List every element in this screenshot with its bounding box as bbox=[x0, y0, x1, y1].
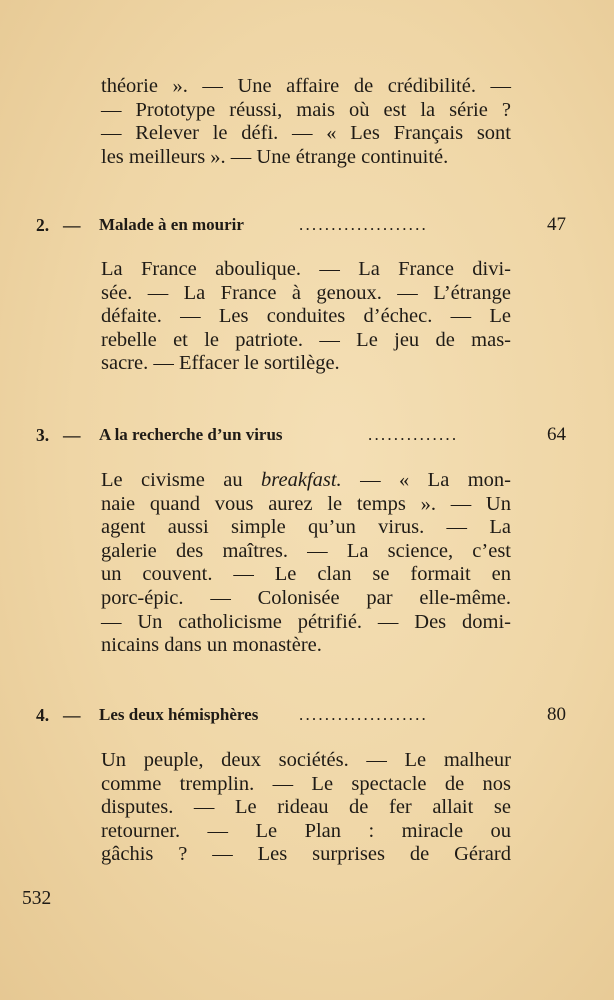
chapter-heading-4 bbox=[36, 703, 566, 727]
chapter-number: 4. bbox=[36, 705, 50, 725]
text-line: Un peuple, deux sociétés. — Le malheur bbox=[101, 749, 511, 771]
chapter-summary-4 bbox=[101, 749, 511, 867]
chapter-dash: — bbox=[63, 215, 81, 235]
text-line: La France aboulique. — La France divi- bbox=[101, 258, 511, 280]
text-line: naie quand vous aurez le temps ». — Un bbox=[101, 492, 511, 515]
chapter-number: 2. bbox=[36, 215, 50, 235]
text-line: — Prototype réussi, mais où est la série ? bbox=[101, 98, 511, 121]
text-line: un couvent. — Le clan se formait en bbox=[101, 563, 511, 586]
text-line bbox=[101, 469, 511, 493]
text-line: défaite. — Les conduites d’échec. — Le bbox=[101, 305, 511, 328]
chapter-heading-3 bbox=[36, 423, 566, 447]
text-fragment: — « La mon- bbox=[341, 469, 511, 491]
chapter-number: 3. bbox=[36, 425, 50, 445]
chapter-dash: — bbox=[63, 425, 81, 445]
page-number: 532 bbox=[22, 888, 52, 909]
text-line: — Un catholicisme pétrifié. — Des domi- bbox=[101, 610, 511, 633]
dot-leader: .................... bbox=[299, 215, 428, 234]
intro-paragraph bbox=[101, 75, 511, 169]
chapter-title: A la recherche d’un virus bbox=[99, 425, 283, 444]
text-line: disputes. — Le rideau de fer allait se bbox=[101, 796, 511, 819]
text-fragment: Le civisme au bbox=[101, 469, 261, 491]
chapter-title: Malade à en mourir bbox=[99, 215, 244, 234]
text-line: porc-épic. — Colonisée par elle-même. bbox=[101, 586, 511, 609]
text-line: comme tremplin. — Le spectacle de nos bbox=[101, 772, 511, 795]
text-line: galerie des maîtres. — La science, c’est bbox=[101, 539, 511, 562]
text-line: les meilleurs ». — Une étrange continuité. bbox=[101, 145, 449, 168]
text-line: sée. — La France à genoux. — L’étrange bbox=[101, 281, 511, 304]
chapter-heading-2 bbox=[36, 213, 566, 237]
text-line: rebelle et le patriote. — Le jeu de mas- bbox=[101, 328, 511, 351]
italic-word: breakfast. bbox=[261, 469, 342, 491]
text-line: gâchis ? — Les surprises de Gérard bbox=[101, 843, 511, 866]
dot-leader: .................... bbox=[299, 705, 428, 724]
text-line: sacre. — Effacer le sortilège. bbox=[101, 352, 340, 375]
chapter-title: Les deux hémisphères bbox=[99, 705, 259, 724]
chapter-page-number: 47 bbox=[547, 214, 566, 235]
chapter-summary-3 bbox=[101, 469, 511, 658]
chapter-page-number: 64 bbox=[547, 424, 566, 445]
chapter-page-number: 80 bbox=[547, 704, 566, 725]
text-line: retourner. — Le Plan : miracle ou bbox=[101, 819, 511, 842]
chapter-dash: — bbox=[63, 705, 81, 725]
dot-leader: .............. bbox=[368, 425, 459, 444]
text-line: — Relever le défi. — « Les Français sont bbox=[101, 122, 511, 145]
text-line: agent aussi simple qu’un virus. — La bbox=[101, 516, 511, 539]
text-line: théorie ». — Une affaire de crédibilité. — bbox=[101, 75, 511, 97]
chapter-summary-2 bbox=[101, 258, 511, 376]
text-line: nicains dans un monastère. bbox=[101, 634, 322, 657]
